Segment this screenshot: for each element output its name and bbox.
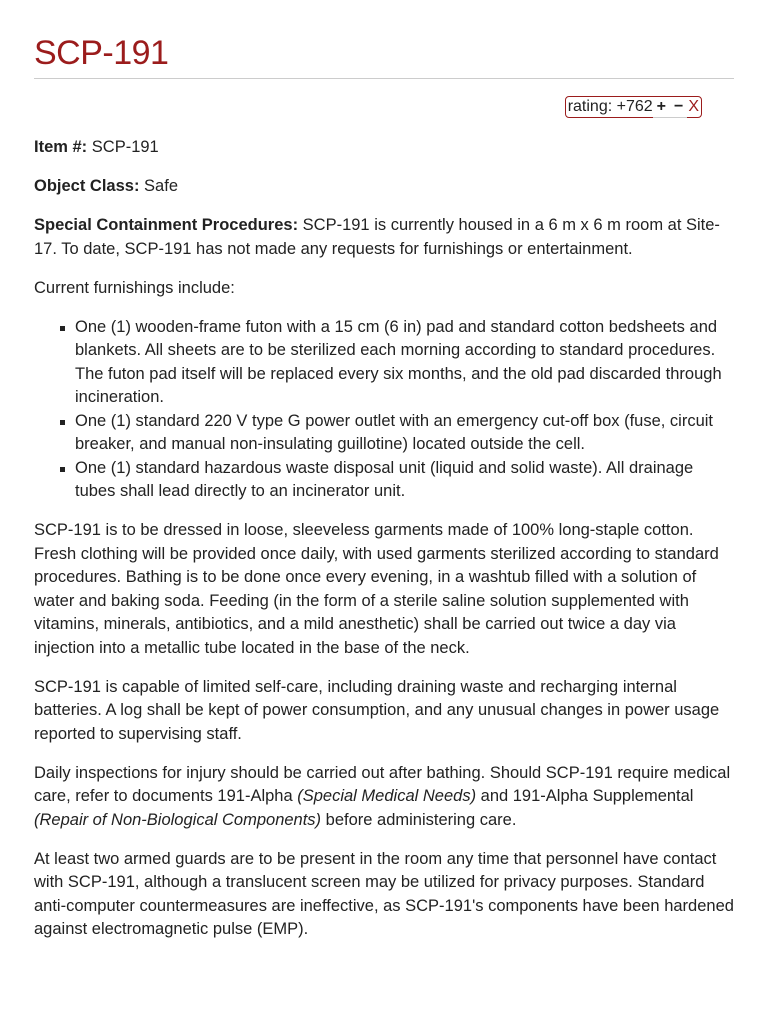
inspections-text-2: and 191-Alpha Supplemental [476, 787, 694, 805]
medical-needs-document-title: (Special Medical Needs) [297, 787, 477, 805]
article-content [34, 136, 734, 942]
furnishings-list [34, 316, 734, 504]
item-number-label: Item #: [34, 138, 88, 156]
upvote-button[interactable]: + [653, 97, 670, 118]
page-title: SCP-191 [34, 34, 169, 72]
furnishings-intro: Current furnishings include: [34, 278, 235, 297]
object-class [34, 175, 734, 199]
cancel-vote-button[interactable]: X [688, 98, 699, 115]
list-item: One (1) standard 220 V type G power outlet with an emergency cut-off box (fuse, circuit breaker, and manual non-insulating guillotine) located outside the cell. [75, 410, 734, 457]
clothing-paragraph: SCP-191 is to be dressed in loose, sleeveless garments made of 100% long-staple cotton. Fresh clothing will be provided once daily, with used garments sterilized according to standard procedures. Bathing is to be done once every evening, in a washtub filled with a solution of water and baking soda. Feeding (in the form of a sterile saline solution supplemented with vitamins, minerals, antibiotics, and a mild anesthetic) shall be carried out twice a day via injection into a metallic tube located in the base of the neck. [34, 521, 719, 657]
containment-procedures-text: SCP-191 is currently housed in a 6 m x 6 m room at Site-17. To date, SCP-191 has not made any requests for furnishings or entertainment. [34, 216, 720, 258]
repair-document-title: (Repair of Non-Biological Components) [34, 810, 322, 829]
downvote-button[interactable]: − [670, 97, 687, 118]
list-item: One (1) wooden-frame futon with a 15 cm (6 in) pad and standard cotton bedsheets and blankets. All sheets are to be sterilized each morning according to standard procedures. The futon pad itself will be replaced every six months, and the old pad discarded through incineration. [75, 316, 734, 410]
object-class-label: Object Class: [34, 177, 140, 195]
rating-module [565, 96, 702, 118]
item-number-value: SCP-191 [87, 138, 159, 156]
guards-paragraph: At least two armed guards are to be present in the room any time that personnel have contact with SCP-191, although a translucent screen may be utilized for privacy purposes. Standard anti-computer countermeasures are ineffective, as SCP-191's components have been hardened against electromagnetic pulse (EMP). [34, 849, 734, 938]
rating-row [34, 96, 734, 118]
self-care-paragraph: SCP-191 is capable of limited self-care, including draining waste and recharging internal batteries. A log shall be kept of power consumption, and any unusual changes in power usage reported to supervising staff. [34, 677, 720, 743]
item-number [34, 136, 734, 160]
inspections-paragraph [34, 762, 734, 833]
inspections-text-3: before administering care. [321, 810, 517, 829]
inspections-text-1: Daily inspections for injury should be carried out after bathing. Should SCP-191 require medical care, refer to documents 191-Alpha [34, 763, 731, 805]
rating-label: rating: +762 [567, 98, 653, 115]
list-item: One (1) standard hazardous waste disposal unit (liquid and solid waste). All drainage tubes shall lead directly to an incinerator unit. [75, 457, 734, 504]
containment-procedures-label: Special Containment Procedures: [34, 216, 299, 234]
title-divider [34, 78, 734, 79]
containment-procedures [34, 214, 734, 261]
object-class-value: Safe [139, 177, 178, 195]
